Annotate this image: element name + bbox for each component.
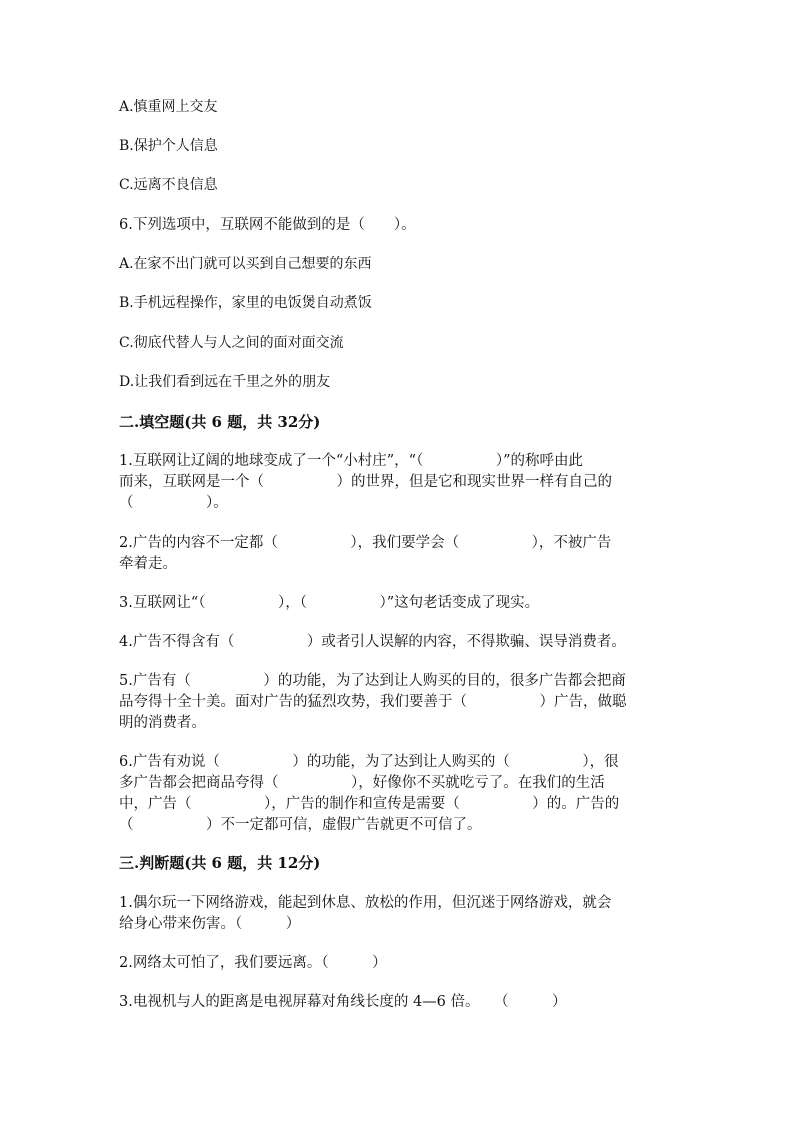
judge-q3-line1: 3.电视机与人的距离是电视屏幕对角线长度的 4—6 倍。 （ ） bbox=[119, 994, 567, 1010]
q5-option-c: C.远离不良信息 bbox=[119, 177, 218, 193]
fill-q6-line1: 6.广告有劝说（ ）的功能，为了达到让人购买的（ ），很 bbox=[119, 754, 619, 770]
q5-option-b: B.保护个人信息 bbox=[119, 138, 218, 154]
fill-q5-line2: 品夸得十全十美。面对广告的猛烈攻势，我们要善于（ ）广告，做聪 bbox=[119, 694, 627, 710]
q5-option-a: A.慎重网上交友 bbox=[119, 99, 218, 115]
fill-q1-line2: 而来，互联网是一个（ ）的世界，但是它和现实世界一样有自己的 bbox=[119, 474, 612, 490]
judge-q2-line1: 2.网络太可怕了，我们要远离。（ ） bbox=[119, 955, 387, 971]
fill-q2-line1: 2.广告的内容不一定都（ ），我们要学会（ ），不被广告 bbox=[119, 535, 612, 551]
fill-q6-line3: 中，广告（ ），广告的制作和宣传是需要（ ）的。广告的 bbox=[119, 796, 620, 812]
judge-q1-line1: 1.偶尔玩一下网络游戏，能起到休息、放松的作用，但沉迷于网络游戏，就会 bbox=[119, 895, 612, 911]
fill-q5-line1: 5.广告有（ ）的功能，为了达到让人购买的目的，很多广告都会把商 bbox=[119, 673, 626, 689]
q6-option-a: A.在家不出门就可以买到自己想要的东西 bbox=[119, 256, 372, 272]
fill-q2-line2: 牵着走。 bbox=[119, 556, 177, 572]
fill-q4-line1: 4.广告不得含有（ ）或者引人误解的内容，不得欺骗、误导消费者。 bbox=[119, 634, 626, 650]
fill-q3-line1: 3.互联网让“（ ），（ ）”这句老话变成了现实。 bbox=[119, 595, 540, 611]
judge-q1-line2: 给身心带来伤害。（ ） bbox=[119, 916, 301, 932]
fill-q6-line2: 多广告都会把商品夸得（ ），好像你不买就吃亏了。在我们的生活 bbox=[119, 775, 605, 791]
fill-q1-line1: 1.互联网让辽阔的地球变成了一个“小村庄”，“（ ）”的称呼由此 bbox=[119, 453, 583, 469]
q6-option-b: B.手机远程操作，家里的电饭煲自动煮饭 bbox=[119, 295, 372, 311]
fill-q5-line3: 明的消费者。 bbox=[119, 715, 206, 731]
fill-q1-line3: （ ）。 bbox=[119, 495, 228, 511]
q6-stem: 6.下列选项中，互联网不能做到的是（ ）。 bbox=[119, 217, 416, 233]
q6-option-d: D.让我们看到远在千里之外的朋友 bbox=[119, 374, 331, 390]
q6-option-c: C.彻底代替人与人之间的面对面交流 bbox=[119, 335, 344, 351]
section3-heading: 三.判断题(共 6 题，共 12分) bbox=[119, 854, 321, 872]
section2-heading: 二.填空题(共 6 题，共 32分) bbox=[119, 413, 321, 431]
fill-q6-line4: （ ）不一定都可信，虚假广告就更不可信了。 bbox=[119, 817, 482, 833]
